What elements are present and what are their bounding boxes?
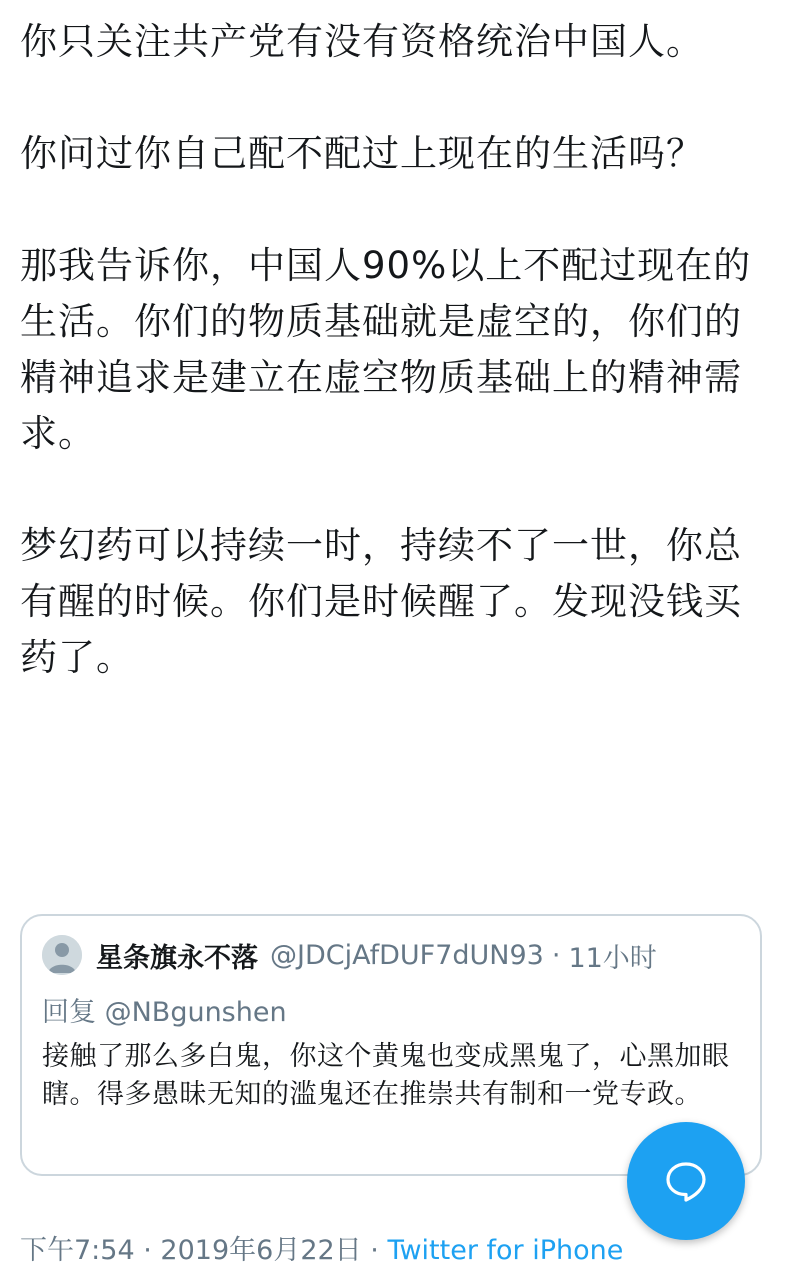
tweet-paragraph: 梦幻药可以持续一时，持续不了一世，你总有醒的时候。你们是时候醒了。发现没钱买药了。 xyxy=(20,524,742,679)
tweet-text xyxy=(20,14,770,686)
separator-dot: · xyxy=(370,1235,379,1266)
tweet-timestamp-line xyxy=(20,1228,623,1267)
default-avatar-icon[interactable] xyxy=(42,935,82,975)
quoted-tweet-header xyxy=(42,934,657,976)
tweet-paragraph: 你只关注共产党有没有资格统治中国人。 xyxy=(20,20,704,63)
quoted-tweet-text: 接触了那么多白鬼，你这个黄鬼也变成黑鬼了，心黑加眼瞎。得多愚昧无知的滥鬼还在推崇共有制和一党专政。 xyxy=(42,1041,730,1110)
quoted-display-name[interactable]: 星条旗永不落 xyxy=(96,942,258,974)
tweet-date: 2019年6月22日 xyxy=(160,1235,362,1266)
quoted-handle[interactable]: @JDCjAfDUF7dUN93 xyxy=(270,939,544,971)
separator-dot: · xyxy=(143,1235,152,1266)
tweet-time: 下午7:54 xyxy=(20,1235,135,1266)
quoted-time-ago: 11小时 xyxy=(568,942,657,974)
reply-bubble-icon xyxy=(663,1158,709,1204)
separator-dot: · xyxy=(551,939,561,971)
tweet-paragraph: 你问过你自己配不配过上现在的生活吗？ xyxy=(20,132,704,175)
tweet-source-link[interactable]: Twitter for iPhone xyxy=(387,1235,624,1266)
reply-prefix: 回复 xyxy=(42,997,96,1028)
compose-reply-button[interactable] xyxy=(627,1122,745,1240)
reply-mention-link[interactable]: @NBgunshen xyxy=(104,997,287,1028)
reply-context xyxy=(42,990,287,1029)
tweet-paragraph: 那我告诉你，中国人90%以上不配过现在的生活。你们的物质基础就是虚空的，你们的精神追求是建立在虚空物质基础上的精神需求。 xyxy=(20,244,752,455)
